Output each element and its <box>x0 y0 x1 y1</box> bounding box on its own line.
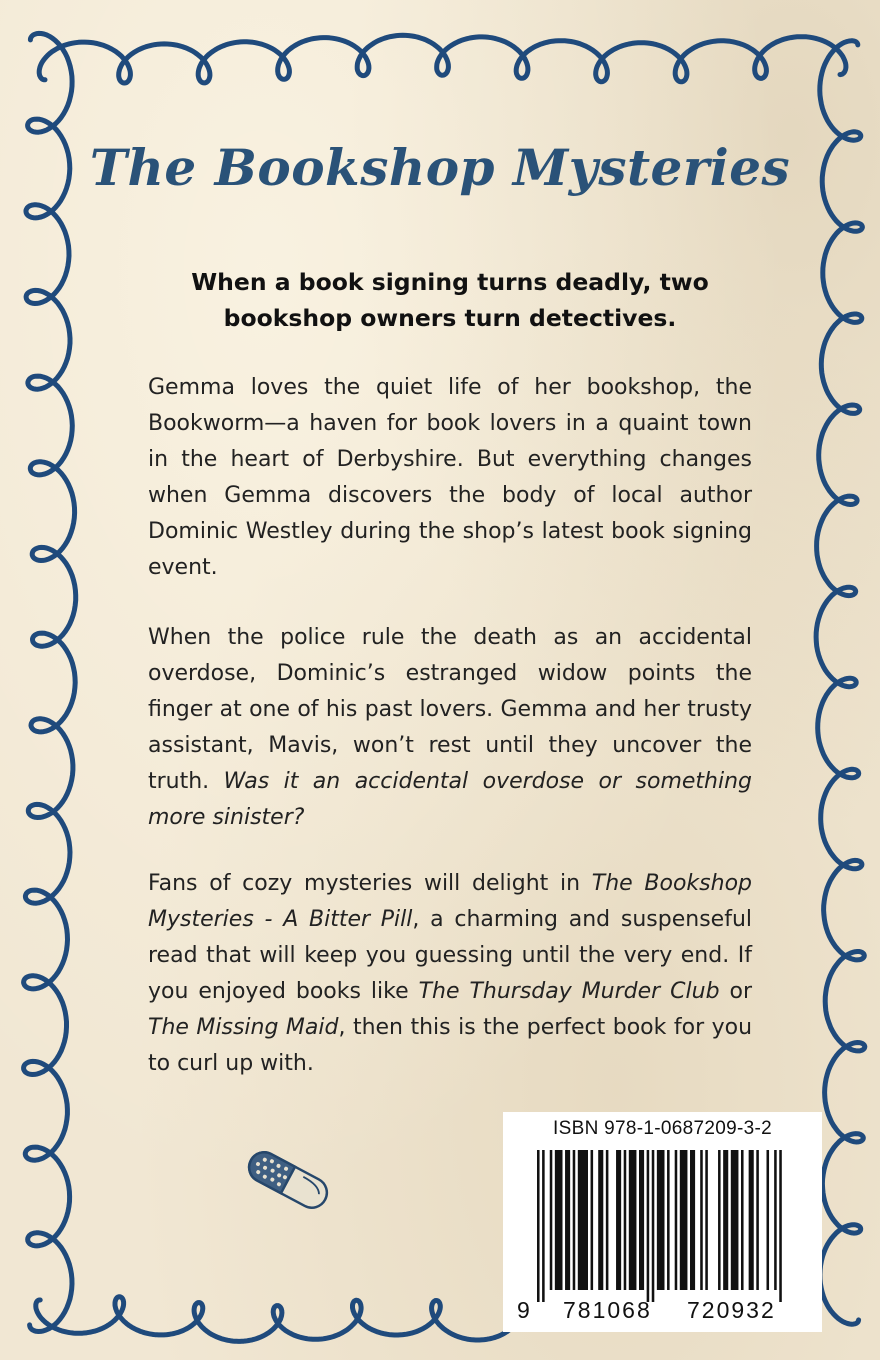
barcode-bar <box>573 1150 576 1290</box>
border-squiggle-segment <box>36 1297 520 1342</box>
book-title-reference: The Bookshop Mysteries - A Bitter Pill <box>148 871 753 932</box>
barcode-bar <box>550 1150 553 1290</box>
blurb-paragraph-1: Gemma loves the quiet life of her bookshop, the Bookworm—a haven for book lovers in a quaint town in the heart of Derbyshire. But everything changes when Gemma discovers the body of local author Dominic Westley during the shop’s latest book signing event. <box>148 375 752 580</box>
barcode-bar <box>680 1150 688 1290</box>
capsule-pill-icon <box>238 1143 338 1218</box>
barcode-bar <box>767 1150 770 1290</box>
paragraph-3-text-b: , a charming and suspenseful read that will keep you guessing until the very end. If you enjoyed books like <box>148 907 752 1004</box>
border-squiggle-segment <box>816 41 865 1324</box>
barcode-bar <box>639 1150 644 1290</box>
blurb-paragraph-2 <box>148 620 752 836</box>
barcode-bar <box>731 1150 739 1290</box>
barcode-bar <box>565 1150 570 1290</box>
barcode-bar <box>690 1150 695 1290</box>
barcode-lead-digit: 9 <box>517 1297 532 1323</box>
barcode-bar <box>652 1150 655 1302</box>
barcode-bar <box>578 1150 588 1290</box>
paragraph-2-text: When the police rule the death as an accidental overdose, Dominic’s estranged widow points the finger at one of his past lovers. Gemma and her trusty assistant, Mavis, won’t rest until they uncover the truth. <box>148 625 752 794</box>
paragraph-3-text-d: , then this is the perfect book for you to curl up with. <box>148 1015 753 1076</box>
barcode-bar <box>779 1150 782 1302</box>
comparable-title-2: The Missing Maid <box>148 1015 339 1040</box>
paragraph-3-text-c: or <box>729 979 753 1004</box>
barcode-bar <box>598 1150 603 1290</box>
barcode-bar <box>591 1150 594 1290</box>
barcode-bar <box>705 1150 708 1290</box>
barcode-bar <box>667 1150 670 1290</box>
barcode-left-digits: 781068 <box>563 1297 652 1323</box>
tagline: When a book signing turns deadly, two bookshop owners turn detectives. <box>191 268 709 332</box>
barcode-bar <box>616 1150 621 1290</box>
barcode-bar <box>555 1150 563 1290</box>
barcode-bar <box>723 1150 728 1290</box>
barcode-bar <box>749 1150 754 1290</box>
barcode-bar <box>647 1150 650 1302</box>
barcode-bar <box>657 1150 665 1290</box>
isbn-label: ISBN 978-1-0687209-3-2 <box>553 1118 772 1139</box>
blurb-paragraph-3 <box>148 866 752 1082</box>
border-squiggle-segment <box>39 35 846 83</box>
barcode-bar <box>629 1150 637 1290</box>
barcode-bar <box>756 1150 759 1290</box>
paragraph-2-italic-question: Was it an accidental overdose or something more sinister? <box>148 769 752 830</box>
barcode-bar <box>700 1150 703 1290</box>
barcode-bar <box>537 1150 540 1302</box>
barcode-bar <box>774 1150 777 1290</box>
comparable-title-1: The Thursday Murder Club <box>418 979 720 1004</box>
barcode-bar <box>606 1150 609 1290</box>
book-series-title: The Bookshop Mysteries <box>89 138 791 197</box>
barcode-right-digits: 720932 <box>687 1297 776 1323</box>
barcode-bar <box>718 1150 721 1290</box>
barcode-bar <box>741 1150 744 1290</box>
barcode-bar <box>675 1150 678 1290</box>
paragraph-3-text-a: Fans of cozy mysteries will delight in <box>148 871 581 896</box>
barcode-bar <box>624 1150 627 1290</box>
border-squiggle-segment <box>24 33 76 1331</box>
barcode-bar <box>542 1150 545 1302</box>
isbn-barcode-panel <box>503 1112 822 1332</box>
